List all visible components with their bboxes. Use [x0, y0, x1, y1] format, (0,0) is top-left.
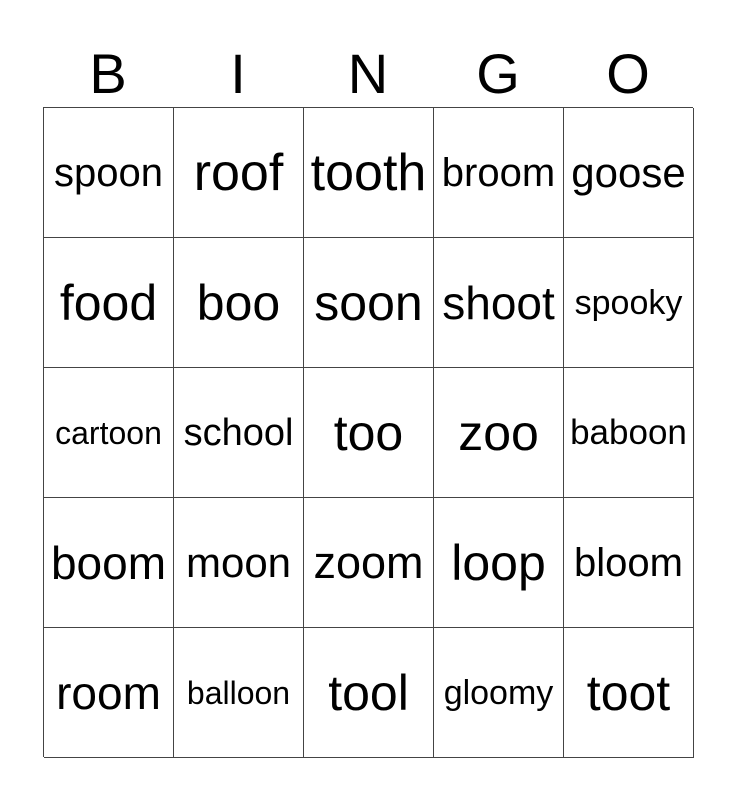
bingo-cell[interactable]: too [304, 368, 434, 498]
header-letter-o: O [606, 42, 650, 105]
bingo-cell[interactable]: toot [564, 628, 694, 758]
header-letter-i: I [230, 42, 246, 105]
bingo-cell[interactable]: roof [174, 108, 304, 238]
bingo-cell[interactable]: room [44, 628, 174, 758]
bingo-cell[interactable]: loop [434, 498, 564, 628]
bingo-cell[interactable]: gloomy [434, 628, 564, 758]
bingo-cell[interactable]: tooth [304, 108, 434, 238]
bingo-header [43, 42, 693, 106]
bingo-cell[interactable]: moon [174, 498, 304, 628]
bingo-cell[interactable]: balloon [174, 628, 304, 758]
header-letter-g: G [476, 42, 520, 105]
bingo-cell[interactable]: boo [174, 238, 304, 368]
bingo-cell[interactable]: broom [434, 108, 564, 238]
bingo-cell[interactable]: tool [304, 628, 434, 758]
bingo-board [43, 107, 693, 757]
bingo-cell[interactable]: spooky [564, 238, 694, 368]
bingo-cell[interactable]: spoon [44, 108, 174, 238]
bingo-cell[interactable]: baboon [564, 368, 694, 498]
bingo-cell[interactable]: zoom [304, 498, 434, 628]
bingo-cell[interactable]: school [174, 368, 304, 498]
header-letter-b: B [89, 42, 127, 105]
bingo-cell[interactable]: soon [304, 238, 434, 368]
bingo-cell[interactable]: shoot [434, 238, 564, 368]
bingo-cell[interactable]: boom [44, 498, 174, 628]
bingo-cell[interactable]: bloom [564, 498, 694, 628]
bingo-cell[interactable]: food [44, 238, 174, 368]
bingo-cell[interactable]: goose [564, 108, 694, 238]
bingo-cell[interactable]: cartoon [44, 368, 174, 498]
bingo-cell[interactable]: zoo [434, 368, 564, 498]
header-letter-n: N [347, 42, 389, 105]
